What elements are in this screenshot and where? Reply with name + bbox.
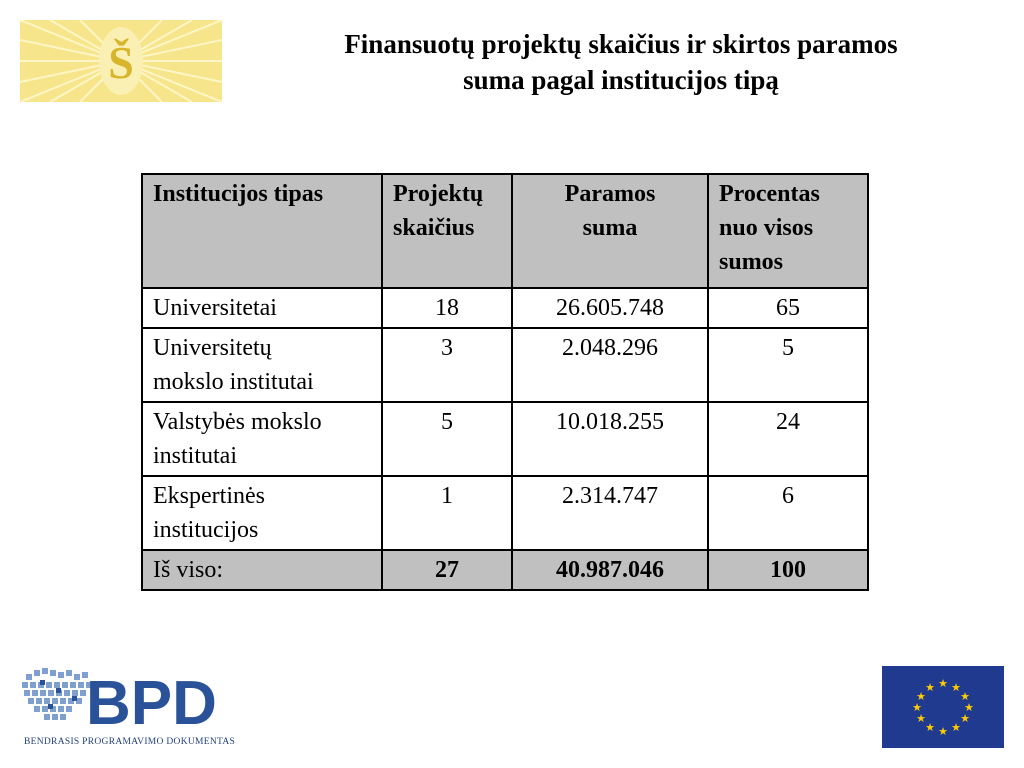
svg-text:★: ★ xyxy=(951,721,961,734)
bpd-map-graphic xyxy=(22,668,92,720)
cell-type: Universitetai xyxy=(142,288,382,328)
cell-projects: 5 xyxy=(382,402,512,476)
funding-table xyxy=(141,173,869,591)
cell-total-percent: 100 xyxy=(708,550,868,590)
svg-text:★: ★ xyxy=(938,725,948,738)
cell-type: Universitetų mokslo institutai xyxy=(142,328,382,402)
cell-percent: 6 xyxy=(708,476,868,550)
page-title xyxy=(250,26,992,98)
svg-text:★: ★ xyxy=(951,681,961,694)
table-row xyxy=(142,402,868,476)
eu-flag-icon xyxy=(882,666,1004,748)
cell-projects: 3 xyxy=(382,328,512,402)
cell-percent: 65 xyxy=(708,288,868,328)
bpd-caption: BENDRASIS PROGRAMAVIMO DOKUMENTAS xyxy=(24,737,236,747)
cell-total-projects: 27 xyxy=(382,550,512,590)
table-row xyxy=(142,476,868,550)
svg-text:★: ★ xyxy=(912,701,922,714)
svg-text:★: ★ xyxy=(925,721,935,734)
header-support-sum: Paramos suma xyxy=(512,174,708,288)
svg-text:★: ★ xyxy=(960,690,970,703)
cell-percent: 24 xyxy=(708,402,868,476)
cell-projects: 1 xyxy=(382,476,512,550)
cell-percent: 5 xyxy=(708,328,868,402)
cell-type: Ekspertinės institucijos xyxy=(142,476,382,550)
svg-text:★: ★ xyxy=(916,690,926,703)
cell-sum: 10.018.255 xyxy=(512,402,708,476)
cell-sum: 2.314.747 xyxy=(512,476,708,550)
institution-logo xyxy=(20,20,222,102)
title-line-2: suma pagal institucijos tipą xyxy=(463,65,779,95)
cell-total-label: Iš viso: xyxy=(142,550,382,590)
svg-text:★: ★ xyxy=(938,677,948,690)
header-institution-type: Institucijos tipas xyxy=(142,174,382,288)
title-line-1: Finansuotų projektų skaičius ir skirtos paramos xyxy=(344,29,898,59)
header-percent: Procentas nuo visos sumos xyxy=(708,174,868,288)
table-total-row xyxy=(142,550,868,590)
svg-text:★: ★ xyxy=(960,712,970,725)
cell-sum: 2.048.296 xyxy=(512,328,708,402)
table-header-row xyxy=(142,174,868,288)
cell-type: Valstybės mokslo institutai xyxy=(142,402,382,476)
bpd-text: BPD xyxy=(86,669,217,738)
svg-text:★: ★ xyxy=(925,681,935,694)
svg-text:★: ★ xyxy=(916,712,926,725)
header-project-count: Projektų skaičius xyxy=(382,174,512,288)
cell-projects: 18 xyxy=(382,288,512,328)
svg-text:★: ★ xyxy=(964,701,974,714)
table-row xyxy=(142,288,868,328)
cell-total-sum: 40.987.046 xyxy=(512,550,708,590)
cell-sum: 26.605.748 xyxy=(512,288,708,328)
logo-letter: Š xyxy=(108,37,134,88)
table-row xyxy=(142,328,868,402)
